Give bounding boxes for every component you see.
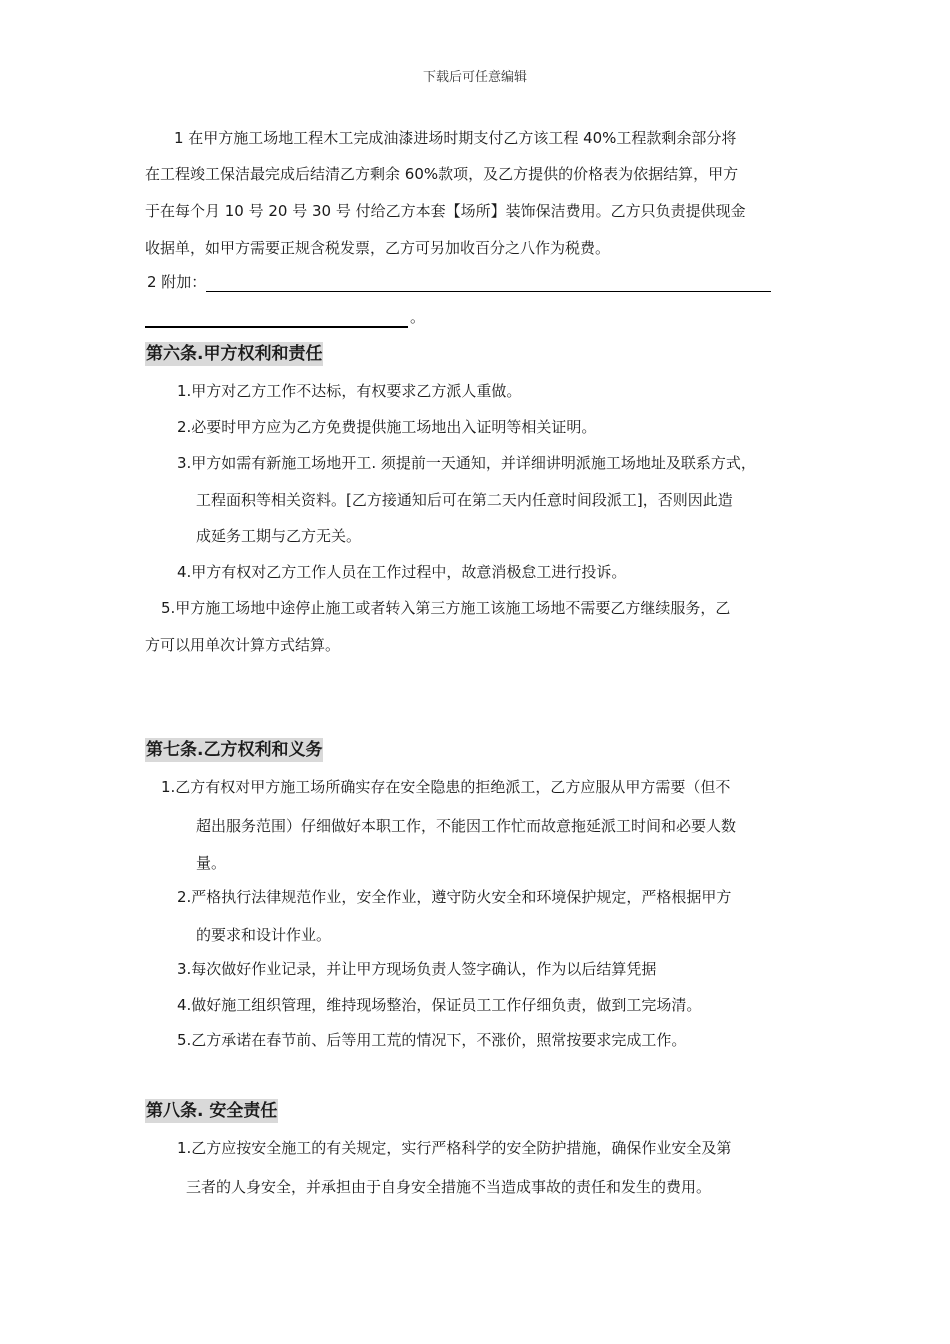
article7-item-1: 1.乙方有权对甲方施工场所确实存在安全隐患的拒绝派工，乙方应服从甲方需要（但不 [161,778,731,796]
attachment-label: 2 附加： [147,273,207,291]
article8-item-1-cont: 三者的人身安全，并承担由于自身安全措施不当造成事故的责任和发生的费用。 [186,1178,712,1196]
payment-line-2: 在工程竣工保洁最完成后结清乙方剩余 60%款项，及乙方提供的价格表为依据结算，甲方 [145,165,739,183]
article6-heading: 第六条.甲方权利和责任 [146,344,323,364]
article7-item-2: 2.严格执行法律规范作业，安全作业，遵守防火安全和环境保护规定，严格根据甲方 [177,888,732,906]
article7-item-4: 4.做好施工组织管理，维持现场整治，保证员工工作仔细负责，做到工完场清。 [177,996,702,1014]
article7-item-5: 5.乙方承诺在春节前、后等用工荒的情况下，不涨价，照常按要求完成工作。 [177,1031,687,1049]
article7-item-1-cont: 超出服务范围）仔细做好本职工作，不能因工作忙而故意拖延派工时间和必要人数 [196,817,737,835]
attachment-blank-line-2 [145,326,408,328]
header-note: 下载后可任意编辑 [422,70,527,85]
article6-item-1: 1.甲方对乙方工作不达标，有权要求乙方派人重做。 [177,382,522,400]
article7-heading: 第七条.乙方权利和义务 [146,740,323,760]
article6-item-2: 2.必要时甲方应为乙方免费提供施工场地出入证明等相关证明。 [177,418,597,436]
article7-item-3: 3.每次做好作业记录，并让甲方现场负责人签字确认，作为以后结算凭据 [177,960,657,978]
article6-item-5: 5.甲方施工场地中途停止施工或者转入第三方施工该施工场地不需要乙方继续服务，乙 [161,599,731,617]
attachment-end-mark: 。 [410,308,426,326]
article6-item-3: 3.甲方如需有新施工场地开工. 须提前一天通知，并详细讲明派施工场地址及联系方式， [177,454,756,472]
article8-heading: 第八条. 安全责任 [146,1101,278,1121]
attachment-blank-line [206,291,771,292]
article6-item-3-cont: 工程面积等相关资料。[乙方接通知后可在第二天内任意时间段派工]，否则因此造 [196,491,733,509]
payment-line-3: 于在每个月 10 号 20 号 30 号 付给乙方本套【场所】装饰保洁费用。乙方只负责提供现金 [145,202,746,220]
article7-item-1-cont2: 量。 [196,854,227,872]
article6-item-3-cont2: 成延务工期与乙方无关。 [196,527,362,545]
article6-item-5-cont: 方可以用单次计算方式结算。 [145,636,341,654]
payment-line-4: 收据单，如甲方需要正规含税发票，乙方可另加收百分之八作为税费。 [145,239,611,257]
payment-line-1: 1 在甲方施工场地工程木工完成油漆进场时期支付乙方该工程 40%工程款剩余部分将 [174,129,737,147]
article7-item-2-cont: 的要求和设计作业。 [196,926,332,944]
article6-item-4: 4.甲方有权对乙方工作人员在工作过程中，故意消极怠工进行投诉。 [177,563,627,581]
article8-item-1: 1.乙方应按安全施工的有关规定，实行严格科学的安全防护措施，确保作业安全及第 [177,1139,732,1157]
